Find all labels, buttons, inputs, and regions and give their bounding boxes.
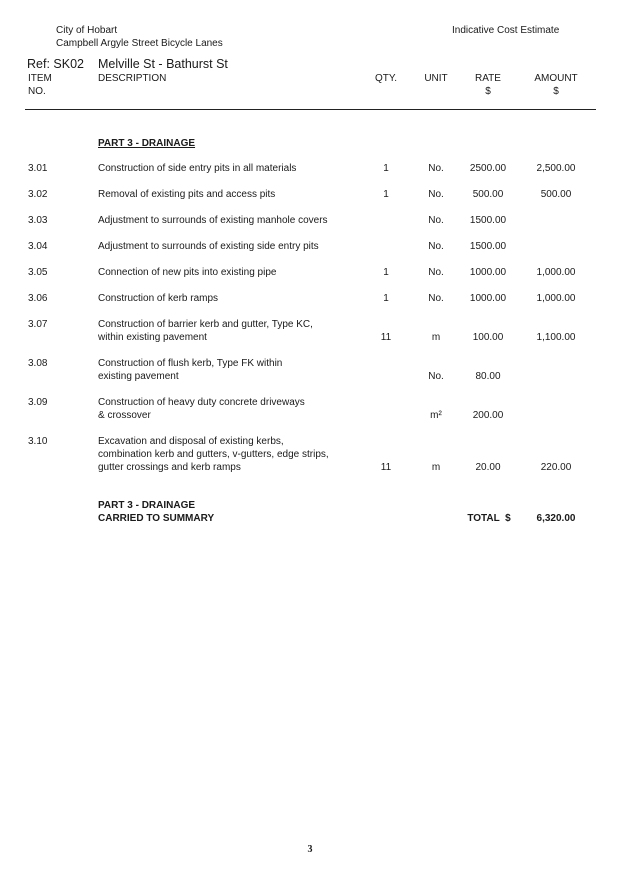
- row-amount: 1,100.00: [536, 332, 576, 343]
- row-unit: No.: [428, 189, 444, 200]
- col-header-item: ITEM: [28, 73, 52, 84]
- row-unit: No.: [428, 293, 444, 304]
- row-qty: 11: [380, 462, 392, 473]
- row-rate: 1500.00: [469, 241, 507, 252]
- row-description-line: Construction of kerb ramps: [98, 293, 219, 304]
- row-rate: 1500.00: [469, 215, 507, 226]
- col-header-rate: RATE: [475, 73, 501, 84]
- row-rate: 2500.00: [469, 163, 507, 174]
- row-description-line: Adjustment to surrounds of existing side entry pits: [98, 241, 319, 252]
- footer-part-title: PART 3 - DRAINAGE: [98, 500, 196, 511]
- row-item-no: 3.10: [28, 436, 48, 447]
- footer-carried-label: CARRIED TO SUMMARY: [98, 513, 215, 524]
- row-unit: m: [431, 332, 441, 343]
- row-qty: 1: [383, 293, 389, 304]
- row-description-line: Adjustment to surrounds of existing manhole covers: [98, 215, 328, 226]
- reference-code: Ref: SK02: [27, 57, 84, 71]
- row-rate: 500.00: [472, 189, 504, 200]
- row-item-no: 3.08: [28, 358, 48, 369]
- col-header-description: DESCRIPTION: [98, 73, 167, 84]
- row-description-line: Construction of flush kerb, Type FK within: [98, 358, 283, 369]
- row-amount: 2,500.00: [536, 163, 576, 174]
- row-item-no: 3.02: [28, 189, 48, 200]
- total-label: TOTAL $: [467, 513, 511, 524]
- row-description-line: combination kerb and gutters, v-gutters, edge strips,: [98, 449, 329, 460]
- row-description-line: within existing pavement: [98, 332, 207, 343]
- row-item-no: 3.04: [28, 241, 48, 252]
- row-qty: 1: [383, 163, 389, 174]
- row-item-no: 3.06: [28, 293, 48, 304]
- row-description-line: Connection of new pits into existing pipe: [98, 267, 277, 278]
- col-header-unit: UNIT: [424, 73, 448, 84]
- row-item-no: 3.03: [28, 215, 48, 226]
- row-unit: m²: [430, 410, 442, 421]
- row-item-no: 3.01: [28, 163, 48, 174]
- row-rate: 200.00: [472, 410, 504, 421]
- row-rate: 20.00: [475, 462, 501, 473]
- row-qty: 1: [383, 189, 389, 200]
- page-number: 3: [307, 844, 313, 855]
- document-type: Indicative Cost Estimate: [452, 25, 560, 36]
- total-value: 6,320.00: [536, 513, 576, 524]
- col-header-amount: AMOUNT: [534, 73, 578, 84]
- col-header-qty: QTY.: [374, 73, 398, 84]
- row-unit: No.: [428, 215, 444, 226]
- row-unit: No.: [428, 371, 444, 382]
- row-qty: 11: [380, 332, 392, 343]
- col-header-rate-unit: $: [485, 86, 491, 97]
- row-amount: 220.00: [540, 462, 572, 473]
- row-rate: 1000.00: [469, 267, 507, 278]
- row-unit: No.: [428, 241, 444, 252]
- row-item-no: 3.07: [28, 319, 48, 330]
- row-description-line: Construction of barrier kerb and gutter, Type KC,: [98, 319, 313, 330]
- row-unit: No.: [428, 163, 444, 174]
- header-divider: [25, 109, 596, 110]
- row-description-line: Construction of side entry pits in all materials: [98, 163, 297, 174]
- project-name: Campbell Argyle Street Bicycle Lanes: [56, 38, 223, 49]
- row-description-line: & crossover: [98, 410, 151, 421]
- row-description-line: Excavation and disposal of existing kerbs,: [98, 436, 284, 447]
- row-amount: 1,000.00: [536, 267, 576, 278]
- row-unit: No.: [428, 267, 444, 278]
- row-description-line: Construction of heavy duty concrete driveways: [98, 397, 305, 408]
- location-title: Melville St - Bathurst St: [98, 57, 228, 71]
- section-title: PART 3 - DRAINAGE: [98, 138, 196, 149]
- row-item-no: 3.09: [28, 397, 48, 408]
- row-amount: 1,000.00: [536, 293, 576, 304]
- org-name: City of Hobart: [56, 25, 118, 36]
- row-unit: m: [431, 462, 441, 473]
- row-description-line: Removal of existing pits and access pits: [98, 189, 276, 200]
- row-rate: 1000.00: [469, 293, 507, 304]
- row-rate: 80.00: [475, 371, 501, 382]
- row-item-no: 3.05: [28, 267, 48, 278]
- col-header-amount-unit: $: [553, 86, 559, 97]
- col-header-item-no: NO.: [28, 86, 46, 97]
- row-amount: 500.00: [540, 189, 572, 200]
- row-qty: 1: [383, 267, 389, 278]
- row-description-line: existing pavement: [98, 371, 179, 382]
- row-rate: 100.00: [472, 332, 504, 343]
- row-description-line: gutter crossings and kerb ramps: [98, 462, 241, 473]
